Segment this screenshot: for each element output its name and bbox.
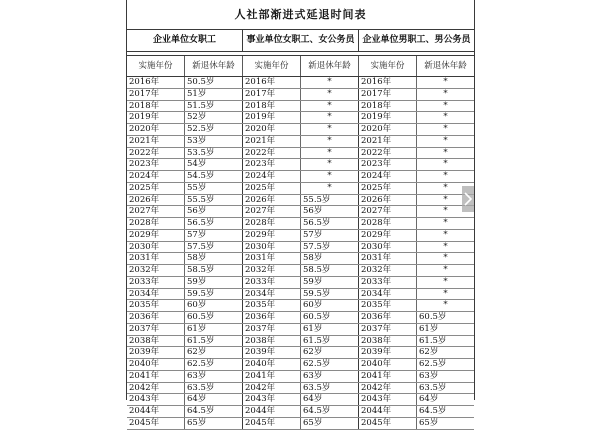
cell-year-2: 2037年 xyxy=(243,324,301,335)
cell-year-3: 2032年 xyxy=(359,265,417,276)
cell-year-3: 2039年 xyxy=(359,347,417,358)
cell-year-3: 2044年 xyxy=(359,406,417,417)
cell-year-1: 2016年 xyxy=(127,77,185,88)
cell-age-2: 64岁 xyxy=(301,394,359,405)
cell-year-2: 2016年 xyxy=(243,77,301,88)
cell-year-3: 2017年 xyxy=(359,89,417,100)
right-margin xyxy=(475,0,600,400)
cell-year-3: 2021年 xyxy=(359,136,417,147)
cell-year-3: 2038年 xyxy=(359,336,417,347)
chevron-right-icon xyxy=(464,192,472,206)
table-row xyxy=(127,230,474,242)
cell-age-2: * xyxy=(301,159,359,170)
cell-age-3: 60.5岁 xyxy=(419,312,447,322)
table-row xyxy=(127,300,474,312)
cell-age-3: 62岁 xyxy=(419,347,439,358)
cell-year-2: 2041年 xyxy=(243,371,301,382)
cell-year-2: 2035年 xyxy=(243,300,301,311)
table-row xyxy=(127,101,474,113)
cell-year-3: 2025年 xyxy=(359,183,417,194)
cell-year-1: 2039年 xyxy=(127,347,185,358)
cell-age-1: 58.5岁 xyxy=(185,265,243,276)
cell-year-1: 2018年 xyxy=(127,101,185,112)
cell-year-2: 2024年 xyxy=(243,171,301,182)
cell-age-2: * xyxy=(301,101,359,112)
cell-age-3: * xyxy=(443,206,448,217)
cell-year-1: 2020年 xyxy=(127,124,185,135)
left-margin xyxy=(0,0,126,400)
cell-year-1: 2029年 xyxy=(127,230,185,241)
table-row xyxy=(127,371,474,383)
table-row xyxy=(127,112,474,124)
cell-year-3: 2029年 xyxy=(359,230,417,241)
cell-age-2: 58.5岁 xyxy=(301,265,359,276)
cell-age-3: * xyxy=(443,218,448,228)
table-row xyxy=(127,148,474,160)
group-header-public-female: 事业单位女职工、女公务员 xyxy=(243,30,359,51)
cell-year-2: 2018年 xyxy=(243,101,301,112)
cell-year-1: 2028年 xyxy=(127,218,185,229)
cell-age-1: 64岁 xyxy=(185,394,243,405)
cell-year-2: 2030年 xyxy=(243,242,301,253)
cell-year-1: 2027年 xyxy=(127,206,185,217)
cell-age-1: 54.5岁 xyxy=(185,171,243,182)
cell-age-1: 62岁 xyxy=(185,347,243,358)
cell-year-1: 2026年 xyxy=(127,195,185,206)
cell-age-1: 61.5岁 xyxy=(185,336,243,347)
table-row xyxy=(127,206,474,218)
cell-age-1: 59.5岁 xyxy=(185,289,243,300)
cell-age-2: 60.5岁 xyxy=(301,312,359,323)
cell-age-1: 53岁 xyxy=(185,136,243,147)
cell-year-2: 2038年 xyxy=(243,336,301,347)
table-row xyxy=(127,312,474,324)
cell-year-3: 2018年 xyxy=(359,101,417,112)
cell-age-3: * xyxy=(443,124,448,134)
cell-year-1: 2025年 xyxy=(127,183,185,194)
cell-year-1: 2040年 xyxy=(127,359,185,370)
cell-year-1: 2030年 xyxy=(127,242,185,253)
cell-age-2: * xyxy=(301,183,359,194)
table-row xyxy=(127,77,474,89)
table-row xyxy=(127,195,474,207)
table-row xyxy=(127,124,474,136)
cell-year-1: 2036年 xyxy=(127,312,185,323)
col-header-year-1: 实施年份 xyxy=(127,56,185,76)
cell-year-1: 2017年 xyxy=(127,89,185,100)
cell-age-1: 55岁 xyxy=(185,183,243,194)
table-row xyxy=(127,265,474,277)
cell-age-3: * xyxy=(443,241,448,252)
cell-year-2: 2029年 xyxy=(243,230,301,241)
cell-year-2: 2042年 xyxy=(243,383,301,394)
cell-age-3: 62.5岁 xyxy=(419,359,447,369)
cell-year-1: 2037年 xyxy=(127,324,185,335)
cell-year-1: 2022年 xyxy=(127,148,185,159)
cell-year-2: 2034年 xyxy=(243,289,301,300)
column-header-row xyxy=(127,56,474,77)
cell-age-3: 61岁 xyxy=(419,323,439,334)
col-header-year-2: 实施年份 xyxy=(243,56,301,76)
table-row xyxy=(127,171,474,183)
col-header-age-2: 新退休年龄 xyxy=(301,56,359,76)
cell-age-1: 63.5岁 xyxy=(185,383,243,394)
cell-age-3: 64.5岁 xyxy=(419,406,447,416)
cell-age-3: * xyxy=(443,265,448,275)
cell-age-3: * xyxy=(443,77,448,87)
cell-age-3: * xyxy=(443,159,448,170)
cell-age-3: 63.5岁 xyxy=(419,382,447,393)
table-row xyxy=(127,383,474,395)
cell-age-3: * xyxy=(443,276,448,287)
cell-age-1: 61岁 xyxy=(185,324,243,335)
cell-age-1: 51.5岁 xyxy=(185,101,243,112)
cell-year-1: 2034年 xyxy=(127,289,185,300)
table-row xyxy=(127,183,474,195)
cell-year-3: 2042年 xyxy=(359,383,417,394)
cell-year-3: 2034年 xyxy=(359,289,417,300)
cell-age-2: 58岁 xyxy=(301,253,359,264)
cell-age-3: * xyxy=(443,135,448,146)
cell-age-1: 63岁 xyxy=(185,371,243,382)
cell-age-1: 62.5岁 xyxy=(185,359,243,370)
cell-year-2: 2033年 xyxy=(243,277,301,288)
cell-year-1: 2032年 xyxy=(127,265,185,276)
cell-age-1: 55.5岁 xyxy=(185,195,243,206)
table-row xyxy=(127,406,474,418)
cell-year-3: 2022年 xyxy=(359,148,417,159)
cell-age-1: 56岁 xyxy=(185,206,243,217)
cell-age-2: 60岁 xyxy=(301,300,359,311)
cell-age-2: * xyxy=(301,136,359,147)
cell-year-3: 2026年 xyxy=(359,195,417,206)
cell-year-2: 2032年 xyxy=(243,265,301,276)
cell-age-2: 57.5岁 xyxy=(301,242,359,253)
cell-year-3: 2027年 xyxy=(359,206,417,217)
group-header-row xyxy=(127,30,474,52)
cell-year-2: 2026年 xyxy=(243,195,301,206)
cell-year-3: 2028年 xyxy=(359,218,417,229)
cell-year-3: 2037年 xyxy=(359,324,417,335)
cell-age-3: * xyxy=(443,300,448,311)
table-row xyxy=(127,159,474,171)
cell-year-2: 2021年 xyxy=(243,136,301,147)
cell-year-3: 2031年 xyxy=(359,253,417,264)
cell-year-1: 2043年 xyxy=(127,394,185,405)
group-header-enterprise-female: 企业单位女职工 xyxy=(127,30,243,51)
cell-age-2: * xyxy=(301,171,359,182)
cell-age-1: 65岁 xyxy=(185,418,243,429)
cell-year-1: 2033年 xyxy=(127,277,185,288)
cell-age-1: 53.5岁 xyxy=(185,148,243,159)
cell-year-1: 2044年 xyxy=(127,406,185,417)
cell-age-2: 59岁 xyxy=(301,277,359,288)
cell-year-3: 2041年 xyxy=(359,371,417,382)
table-row xyxy=(127,89,474,101)
cell-age-3: 63岁 xyxy=(419,370,439,381)
cell-year-2: 2028年 xyxy=(243,218,301,229)
cell-age-2: 59.5岁 xyxy=(301,289,359,300)
table-row xyxy=(127,359,474,371)
cell-year-2: 2039年 xyxy=(243,347,301,358)
cell-year-2: 2022年 xyxy=(243,148,301,159)
cell-year-2: 2023年 xyxy=(243,159,301,170)
col-header-year-3: 实施年份 xyxy=(359,56,417,76)
cell-age-3: * xyxy=(443,288,448,299)
table-row xyxy=(127,253,474,265)
cell-year-2: 2017年 xyxy=(243,89,301,100)
cell-year-2: 2043年 xyxy=(243,394,301,405)
cell-age-2: 56.5岁 xyxy=(301,218,359,229)
cell-year-3: 2024年 xyxy=(359,171,417,182)
cell-year-3: 2045年 xyxy=(359,418,417,429)
cell-year-2: 2045年 xyxy=(243,418,301,429)
table-body xyxy=(127,77,474,430)
cell-year-3: 2019年 xyxy=(359,112,417,123)
table-row xyxy=(127,289,474,301)
cell-age-1: 59岁 xyxy=(185,277,243,288)
cell-age-1: 56.5岁 xyxy=(185,218,243,229)
cell-age-1: 57.5岁 xyxy=(185,242,243,253)
cell-year-1: 2045年 xyxy=(127,418,185,429)
table-title: 人社部渐进式延退时间表 xyxy=(127,0,474,30)
cell-year-1: 2041年 xyxy=(127,371,185,382)
next-image-button[interactable] xyxy=(462,186,474,212)
cell-age-3: * xyxy=(443,147,448,158)
col-header-age-3: 新退休年龄 xyxy=(424,61,467,71)
cell-year-1: 2038年 xyxy=(127,336,185,347)
cell-year-2: 2019年 xyxy=(243,112,301,123)
cell-year-1: 2035年 xyxy=(127,300,185,311)
cell-year-1: 2021年 xyxy=(127,136,185,147)
table-row xyxy=(127,277,474,289)
cell-age-1: 64.5岁 xyxy=(185,406,243,417)
cell-age-1: 54岁 xyxy=(185,159,243,170)
cell-year-3: 2036年 xyxy=(359,312,417,323)
cell-age-3: * xyxy=(443,229,448,240)
cell-age-2: 63岁 xyxy=(301,371,359,382)
cell-age-3: * xyxy=(443,253,448,264)
table-row xyxy=(127,324,474,336)
cell-year-2: 2036年 xyxy=(243,312,301,323)
cell-age-3: 65岁 xyxy=(419,417,439,428)
table-row xyxy=(127,394,474,406)
cell-age-2: * xyxy=(301,77,359,88)
cell-year-1: 2024年 xyxy=(127,171,185,182)
cell-year-1: 2019年 xyxy=(127,112,185,123)
cell-year-3: 2035年 xyxy=(359,300,417,311)
cell-year-3: 2016年 xyxy=(359,77,417,88)
cell-year-2: 2031年 xyxy=(243,253,301,264)
cell-age-3: * xyxy=(443,182,448,193)
cell-age-1: 50.5岁 xyxy=(185,77,243,88)
col-header-age-1: 新退休年龄 xyxy=(185,56,243,76)
cell-age-2: 62岁 xyxy=(301,347,359,358)
cell-year-3: 2023年 xyxy=(359,159,417,170)
cell-age-3: * xyxy=(443,171,448,181)
cell-year-2: 2044年 xyxy=(243,406,301,417)
table-row xyxy=(127,242,474,254)
cell-age-3: 64岁 xyxy=(419,394,439,405)
cell-age-2: 57岁 xyxy=(301,230,359,241)
cell-age-2: * xyxy=(301,112,359,123)
cell-year-1: 2042年 xyxy=(127,383,185,394)
cell-year-3: 2043年 xyxy=(359,394,417,405)
table-row xyxy=(127,347,474,359)
cell-age-1: 52.5岁 xyxy=(185,124,243,135)
cell-year-3: 2020年 xyxy=(359,124,417,135)
cell-age-2: * xyxy=(301,148,359,159)
cell-age-2: 61岁 xyxy=(301,324,359,335)
cell-year-3: 2030年 xyxy=(359,242,417,253)
cell-year-2: 2020年 xyxy=(243,124,301,135)
cell-age-2: 64.5岁 xyxy=(301,406,359,417)
cell-year-2: 2027年 xyxy=(243,206,301,217)
cell-age-1: 60.5岁 xyxy=(185,312,243,323)
cell-age-3: * xyxy=(443,100,448,111)
cell-year-2: 2025年 xyxy=(243,183,301,194)
cell-age-2: 65岁 xyxy=(301,418,359,429)
cell-year-1: 2023年 xyxy=(127,159,185,170)
cell-age-2: 55.5岁 xyxy=(301,195,359,206)
cell-year-3: 2033年 xyxy=(359,277,417,288)
cell-age-3: * xyxy=(443,112,448,123)
cell-age-1: 60岁 xyxy=(185,300,243,311)
group-header-male: 企业单位男职工、男公务员 xyxy=(362,35,471,45)
cell-year-3: 2040年 xyxy=(359,359,417,370)
cell-age-3: * xyxy=(443,88,448,99)
table-row xyxy=(127,336,474,348)
cell-year-1: 2031年 xyxy=(127,253,185,264)
cell-age-1: 58岁 xyxy=(185,253,243,264)
table-row xyxy=(127,136,474,148)
cell-age-2: 62.5岁 xyxy=(301,359,359,370)
cell-age-3: * xyxy=(443,194,448,205)
cell-age-1: 51岁 xyxy=(185,89,243,100)
cell-age-2: 56岁 xyxy=(301,206,359,217)
cell-age-2: * xyxy=(301,124,359,135)
cell-age-2: 63.5岁 xyxy=(301,383,359,394)
cell-age-1: 52岁 xyxy=(185,112,243,123)
cell-age-2: * xyxy=(301,89,359,100)
retirement-table xyxy=(126,0,475,428)
cell-year-2: 2040年 xyxy=(243,359,301,370)
table-row xyxy=(127,218,474,230)
cell-age-3: 61.5岁 xyxy=(419,335,447,346)
table-row xyxy=(127,418,474,430)
cell-age-1: 57岁 xyxy=(185,230,243,241)
cell-age-2: 61.5岁 xyxy=(301,336,359,347)
